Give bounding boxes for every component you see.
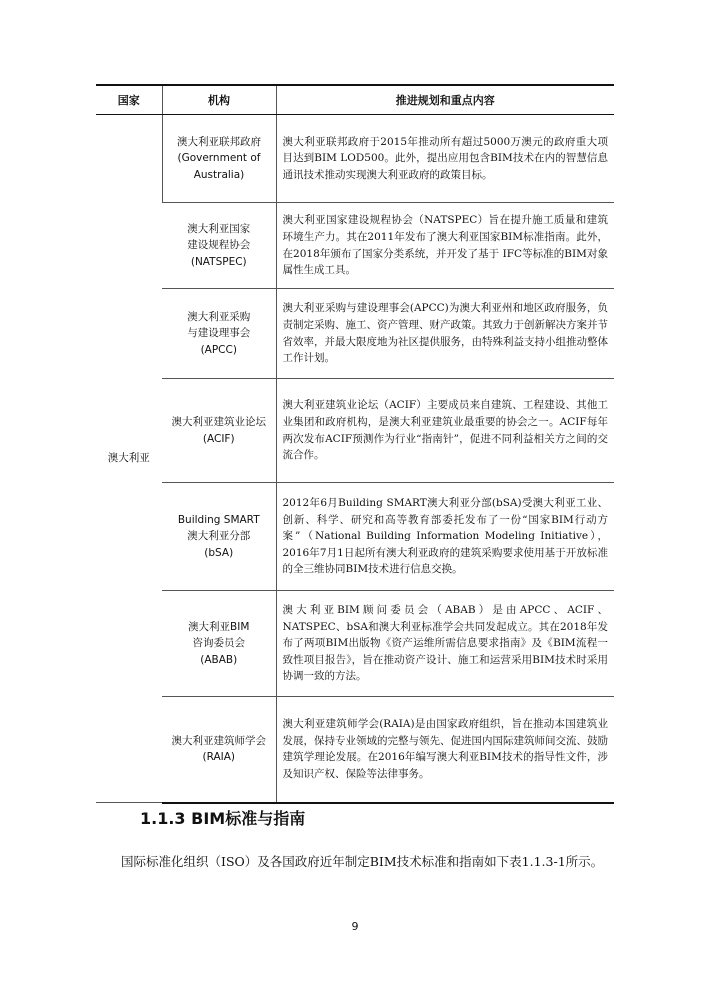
organization-name: (RAIA) xyxy=(202,751,236,764)
content-cell: 澳大利亚建筑业论坛（ACIF）主要成员来自建筑、工程建设、其他工业集团和政府机构，是澳大利亚建筑业最重要的协会之一。ACIF每年两次发布ACIF预测作为行业“指南针”，促进不同利益相关方之间的交流合作。 xyxy=(276,379,614,483)
organization-cell xyxy=(162,697,276,803)
table-row xyxy=(96,591,614,697)
table-row xyxy=(96,115,614,203)
table-row xyxy=(96,203,614,289)
organization-name: 澳大利亚建筑业论坛 xyxy=(171,415,266,428)
content-cell: 2012年6月Building SMART澳大利亚分部(bSA)受澳大利亚工业、创新、科学、研究和高等教育部委托发布了一份“国家BIM行动方案”（National Building Information Modeling Initiative），2016年7月1日起所有澳大利亚政府的建筑采购要求使用基于开放标准的全三维协同BIM技术进行信息交换。 xyxy=(276,483,614,591)
organization-name: (Government of xyxy=(177,152,261,165)
content-cell: 澳大利亚BIM顾问委员会（ABAB）是由APCC、ACIF、NATSPEC、bSA和澳大利亚标准学会共同发起成立。其在2018年发布了两项BIM出版物《资产运维所需信息要求指南》及《BIM流程一致性项目报告》，旨在推动资产设计、施工和运营采用BIM技术时采用协调一致的方法。 xyxy=(276,591,614,697)
organization-name: Building SMART xyxy=(177,513,260,526)
organization-name: 澳大利亚联邦政府 xyxy=(177,135,261,148)
organization-cell xyxy=(162,115,276,203)
table-row xyxy=(96,483,614,591)
table-row xyxy=(96,379,614,483)
organization-name: (ACIF) xyxy=(202,432,235,445)
organization-cell xyxy=(162,203,276,289)
content-cell: 澳大利亚联邦政府于2015年推动所有超过5000万澳元的政府重大项目达到BIM LOD500。此外，提出应用包含BIM技术在内的智慧信息通讯技术推动实现澳大利亚政府的政策目标。 xyxy=(276,115,614,203)
header-country: 国家 xyxy=(96,85,162,115)
organization-name: 澳大利亚BIM xyxy=(188,620,250,633)
bim-policy-table xyxy=(96,84,614,804)
organization-name: 澳大利亚采购 xyxy=(187,310,251,323)
section-heading: 1.1.3 BIM标准与指南 xyxy=(140,809,306,828)
country-cell: 澳大利亚 xyxy=(96,115,162,803)
organization-name: Australia) xyxy=(193,168,245,181)
organization-cell xyxy=(162,289,276,379)
organization-name: 咨询委员会 xyxy=(192,637,245,650)
content-cell: 澳大利亚国家建设规程协会（NATSPEC）旨在提升施工质量和建筑环境生产力。其在2011年发布了澳大利亚国家BIM标准指南。此外，在2018年颁布了国家分类系统，并开发了基于 IFC等标准的BIM对象属性生成工具。 xyxy=(276,203,614,289)
header-organization: 机构 xyxy=(162,85,276,115)
organization-name: (bSA) xyxy=(204,546,234,559)
organization-name: 与建设理事会 xyxy=(187,327,251,340)
content-cell: 澳大利亚采购与建设理事会(APCC)为澳大利亚州和地区政府服务，负责制定采购、施工、资产管理、财产政策。其致力于创新解决方案并节省效率，并最大限度地为社区提供服务，由特殊利益支持小组推动整体工作计划。 xyxy=(276,289,614,379)
table-header-row xyxy=(96,85,614,115)
body-paragraph: 国际标准化组织（ISO）及各国政府近年制定BIM技术标准和指南如下表1.1.3-1所示。 xyxy=(121,854,604,869)
organization-name: (APCC) xyxy=(200,343,237,356)
organization-name: 澳大利亚建筑师学会 xyxy=(171,734,266,747)
organization-name: 澳大利亚分部 xyxy=(187,530,251,543)
table-row xyxy=(96,697,614,803)
page-number: 9 xyxy=(351,920,359,933)
organization-cell xyxy=(162,591,276,697)
content-cell: 澳大利亚建筑师学会(RAIA)是由国家政府组织，旨在推动本国建筑业发展，保持专业领域的完整与领先、促进国内国际建筑师间交流、鼓励建筑学理论发展。在2016年编写澳大利亚BIM技术的指导性文件，涉及知识产权、保险等法律事务。 xyxy=(276,697,614,803)
organization-cell xyxy=(162,483,276,591)
organization-name: 澳大利亚国家 xyxy=(187,222,251,235)
organization-name: (ABAB) xyxy=(200,653,238,666)
organization-cell xyxy=(162,379,276,483)
organization-name: 建设规程协会 xyxy=(187,239,251,252)
table-row xyxy=(96,289,614,379)
organization-name: (NATSPEC) xyxy=(190,255,247,268)
header-content: 推进规划和重点内容 xyxy=(276,85,614,115)
